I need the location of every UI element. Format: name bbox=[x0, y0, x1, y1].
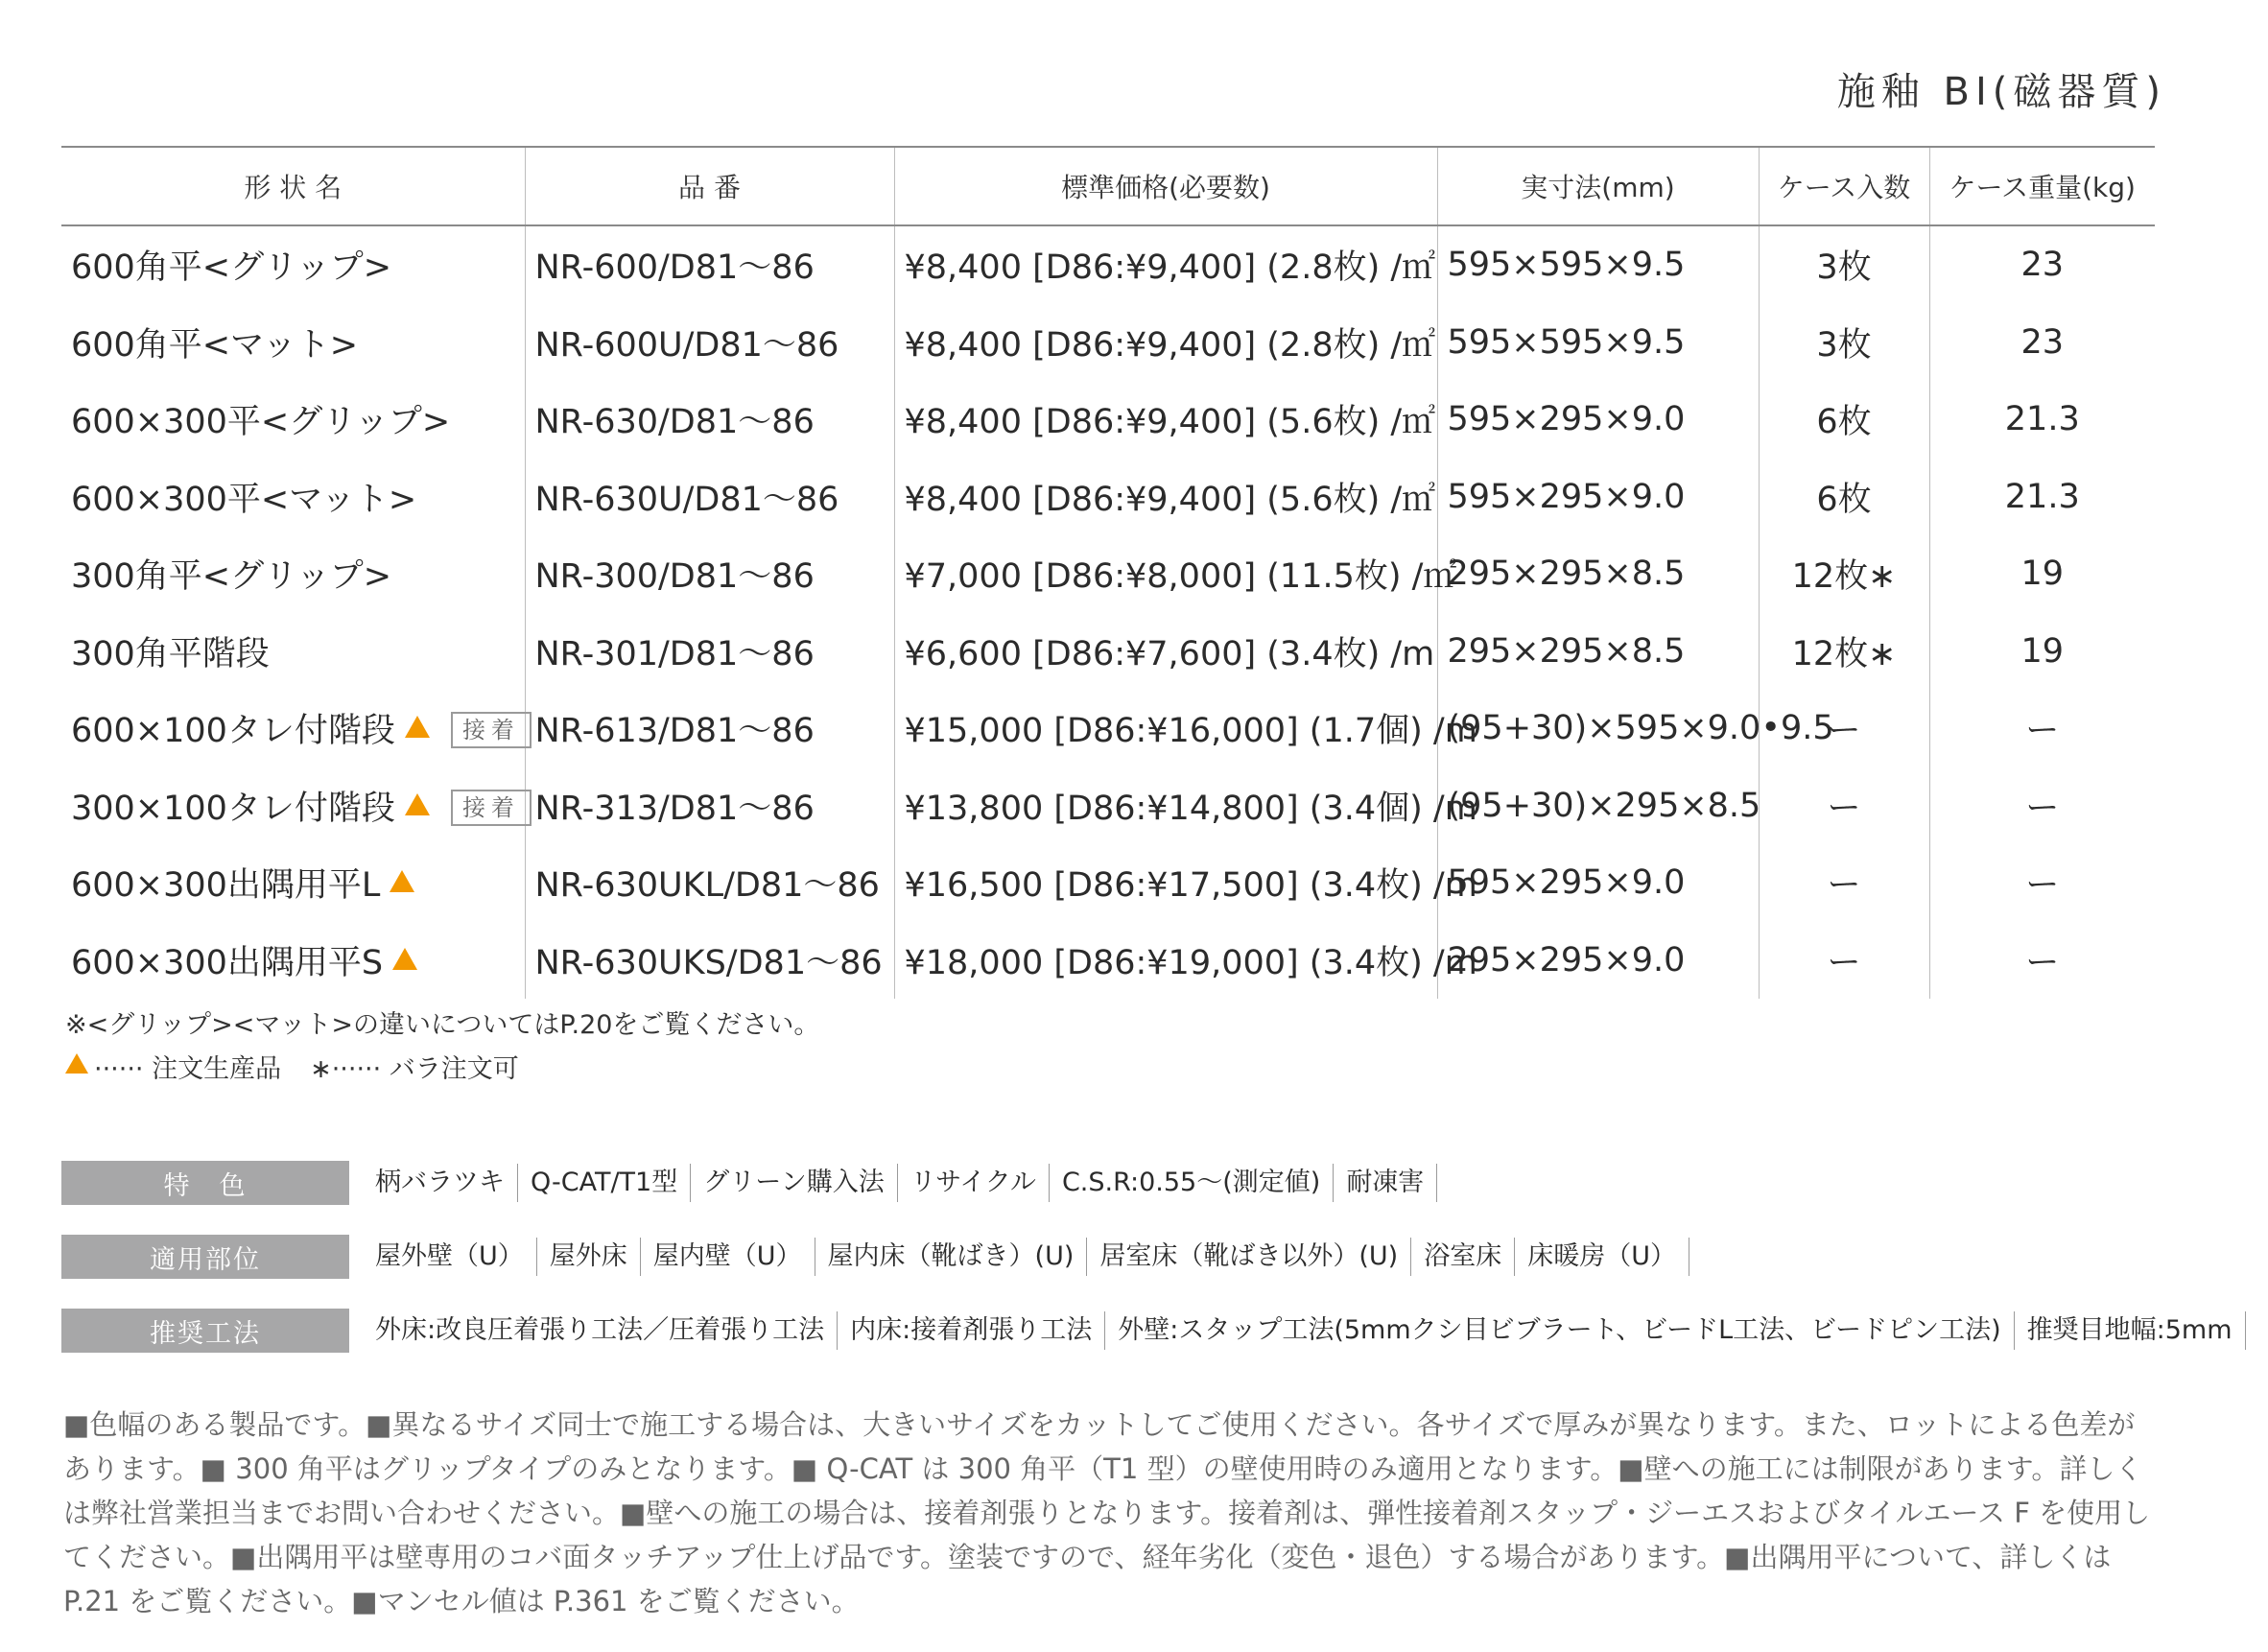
cell-case-weight-text: 19 bbox=[2020, 555, 2065, 594]
cell-size-text: 295×295×8.5 bbox=[1447, 555, 1686, 594]
cell-case-weight-text: 23 bbox=[2020, 322, 2065, 362]
cell-price bbox=[894, 225, 1437, 304]
table-row bbox=[61, 613, 2155, 691]
order-product-triangle-icon bbox=[65, 1053, 88, 1074]
cell-price-text: ¥6,600 [D86:¥7,600] (3.4枚) /m bbox=[904, 634, 1435, 673]
table-body bbox=[61, 225, 2155, 999]
attr-item: リサイクル bbox=[898, 1164, 1050, 1202]
cell-price-text: ¥7,000 [D86:¥8,000] (11.5枚) /㎡ bbox=[904, 557, 1457, 597]
cell-shape-name bbox=[61, 381, 525, 459]
attr-row-application bbox=[61, 1235, 1689, 1279]
cell-product-code bbox=[525, 690, 894, 767]
cell-case-weight-text: 21.3 bbox=[2004, 400, 2080, 439]
cell-shape-name-text: 300×100タレ付階段 bbox=[71, 789, 395, 828]
cell-product-code bbox=[525, 922, 894, 1000]
attr-item: 屋外壁（U） bbox=[363, 1238, 537, 1276]
cell-size bbox=[1437, 304, 1759, 382]
cell-case-qty-text: 12枚∗ bbox=[1791, 634, 1897, 673]
cell-shape-name bbox=[61, 922, 525, 1000]
cell-price-text: ¥18,000 [D86:¥19,000] (3.4枚) /m bbox=[904, 943, 1477, 982]
cell-case-qty bbox=[1759, 922, 1929, 1000]
attr-item: C.S.R:0.55〜(測定値) bbox=[1050, 1164, 1334, 1202]
header-shape-name: 形 状 名 bbox=[61, 147, 525, 225]
cell-size bbox=[1437, 459, 1759, 536]
attr-item: 内床:接着剤張り工法 bbox=[838, 1311, 1105, 1350]
cell-product-code-text: NR-600U/D81〜86 bbox=[534, 325, 839, 365]
cell-case-weight-text: 21.3 bbox=[2004, 477, 2080, 516]
cell-product-code-text: NR-600/D81〜86 bbox=[534, 248, 815, 288]
cell-size bbox=[1437, 381, 1759, 459]
header-case-qty: ケース入数 bbox=[1759, 147, 1929, 225]
cell-product-code bbox=[525, 613, 894, 691]
order-product-triangle-icon bbox=[390, 870, 414, 892]
cell-price bbox=[894, 613, 1437, 691]
cell-size bbox=[1437, 767, 1759, 845]
cell-size bbox=[1437, 613, 1759, 691]
order-product-triangle-icon bbox=[392, 948, 417, 970]
cell-case-weight bbox=[1929, 613, 2155, 691]
cell-size bbox=[1437, 535, 1759, 613]
cell-product-code bbox=[525, 225, 894, 304]
grip-mat-note: ※<グリップ><マット>の違いについてはP.20をご覧ください。 bbox=[65, 1010, 820, 1040]
cell-price-text: ¥15,000 [D86:¥16,000] (1.7個) /m bbox=[904, 712, 1477, 751]
cell-shape-name-text: 600角平<グリップ> bbox=[71, 248, 392, 288]
cell-size-text: 595×295×9.0 bbox=[1447, 400, 1686, 439]
cell-case-qty-text: 3枚 bbox=[1816, 325, 1872, 365]
table-row bbox=[61, 690, 2155, 767]
header-case-weight: ケース重量(kg) bbox=[1929, 147, 2155, 225]
cell-case-qty bbox=[1759, 459, 1929, 536]
cell-case-qty bbox=[1759, 535, 1929, 613]
attr-item: 外壁:スタップ工法(5mmクシ目ビブラート、ビードL工法、ビードピン工法) bbox=[1105, 1311, 2014, 1350]
cell-price bbox=[894, 381, 1437, 459]
cell-size bbox=[1437, 690, 1834, 767]
header-price: 標準価格(必要数) bbox=[894, 147, 1437, 225]
cell-shape-name-text: 600×300平<マット> bbox=[71, 480, 417, 519]
cell-product-code-text: NR-300/D81〜86 bbox=[534, 557, 815, 597]
cell-shape-name-text: 600×300平<グリップ> bbox=[71, 403, 451, 442]
cell-price bbox=[894, 767, 1477, 845]
cell-price bbox=[894, 922, 1477, 1000]
cell-case-weight-text: 23 bbox=[2020, 246, 2065, 285]
attr-row-method bbox=[61, 1309, 2246, 1353]
cell-size bbox=[1437, 225, 1759, 304]
cell-size-text: 295×295×8.5 bbox=[1447, 631, 1686, 671]
cell-price-text: ¥13,800 [D86:¥14,800] (3.4個) /m bbox=[904, 789, 1477, 828]
cell-case-qty-text: ー bbox=[1827, 943, 1861, 982]
cell-product-code bbox=[525, 767, 894, 845]
attr-item: 柄バラツキ bbox=[363, 1164, 518, 1202]
cell-size bbox=[1437, 922, 1759, 1000]
glaze-title: 施釉 BⅠ(磁器質) bbox=[1836, 70, 2166, 114]
cell-case-qty-text: ー bbox=[1827, 789, 1861, 828]
table-row bbox=[61, 922, 2155, 1000]
attr-item: 屋内壁（U） bbox=[641, 1238, 815, 1276]
attr-item: 屋外床 bbox=[537, 1238, 641, 1276]
cell-case-qty bbox=[1759, 225, 1929, 304]
cell-product-code-text: NR-301/D81〜86 bbox=[534, 634, 815, 673]
table-row bbox=[61, 767, 2155, 845]
cell-case-weight bbox=[1929, 844, 2155, 922]
cell-price bbox=[894, 535, 1457, 613]
cell-price bbox=[894, 304, 1437, 382]
table-row bbox=[61, 225, 2155, 304]
cell-size-text: 595×595×9.5 bbox=[1447, 322, 1686, 362]
cell-product-code bbox=[525, 304, 894, 382]
attr-item: 床暖房（U） bbox=[1515, 1238, 1689, 1276]
order-product-triangle-icon bbox=[405, 716, 430, 738]
cell-price bbox=[894, 690, 1477, 767]
spec-table bbox=[61, 146, 2155, 999]
attr-item: 外床:改良圧着張り工法／圧着張り工法 bbox=[363, 1311, 838, 1350]
cell-case-weight bbox=[1929, 922, 2155, 1000]
attr-item: Q-CAT/T1型 bbox=[518, 1164, 691, 1202]
cell-case-weight bbox=[1929, 304, 2155, 382]
cell-product-code bbox=[525, 844, 894, 922]
cell-case-qty bbox=[1759, 844, 1929, 922]
bara-legend: ∗······ バラ注文可 bbox=[310, 1054, 519, 1084]
cell-case-weight-text: 19 bbox=[2020, 631, 2065, 671]
table-row bbox=[61, 381, 2155, 459]
attr-items-application bbox=[363, 1238, 1689, 1276]
cell-product-code-text: NR-613/D81〜86 bbox=[534, 712, 815, 751]
adhesive-stamp: 接着 bbox=[451, 712, 532, 748]
cell-size-text: 595×295×9.0 bbox=[1447, 863, 1686, 903]
attr-label-method: 推奨工法 bbox=[61, 1309, 349, 1353]
cell-case-qty-text: 12枚∗ bbox=[1791, 557, 1897, 597]
cell-price-text: ¥16,500 [D86:¥17,500] (3.4枚) /m bbox=[904, 866, 1477, 906]
cell-product-code-text: NR-630UKS/D81〜86 bbox=[534, 943, 883, 982]
cell-case-qty bbox=[1759, 381, 1929, 459]
attr-label-application: 適用部位 bbox=[61, 1235, 349, 1279]
order-product-triangle-icon bbox=[405, 793, 430, 815]
adhesive-stamp: 接着 bbox=[451, 790, 532, 826]
cell-case-weight-text: ー bbox=[2025, 943, 2060, 982]
attr-row-features bbox=[61, 1161, 1437, 1205]
cell-case-qty-text: ー bbox=[1827, 712, 1861, 751]
cell-price-text: ¥8,400 [D86:¥9,400] (5.6枚) /㎡ bbox=[904, 480, 1436, 519]
cell-shape-name bbox=[61, 844, 525, 922]
cell-shape-name-text: 300角平階段 bbox=[71, 634, 270, 673]
cell-product-code bbox=[525, 459, 894, 536]
cell-case-qty-text: 3枚 bbox=[1816, 248, 1872, 288]
cell-case-weight bbox=[1929, 535, 2155, 613]
cell-case-qty-text: 6枚 bbox=[1816, 403, 1872, 442]
cell-case-qty bbox=[1759, 767, 1929, 845]
cell-case-weight bbox=[1929, 381, 2155, 459]
cell-shape-name bbox=[61, 459, 525, 536]
cell-product-code-text: NR-630UKL/D81〜86 bbox=[534, 866, 880, 906]
cell-case-qty bbox=[1759, 613, 1929, 691]
table-row bbox=[61, 304, 2155, 382]
cell-size bbox=[1437, 844, 1759, 922]
attr-item: 屋内床（靴ばき）(U) bbox=[815, 1238, 1088, 1276]
header-product-code: 品 番 bbox=[525, 147, 894, 225]
attr-item: 耐凍害 bbox=[1334, 1164, 1437, 1202]
cell-size-text: (95+30)×595×9.0•9.5 bbox=[1447, 709, 1834, 748]
cell-price bbox=[894, 459, 1437, 536]
table-row bbox=[61, 459, 2155, 536]
cell-product-code bbox=[525, 381, 894, 459]
header-size: 実寸法(mm) bbox=[1437, 147, 1759, 225]
cell-size-text: (95+30)×295×8.5 bbox=[1447, 786, 1761, 825]
cell-shape-name-text: 300角平<グリップ> bbox=[71, 557, 392, 597]
remarks-paragraph: ■色幅のある製品です。■異なるサイズ同士で施工する場合は、大きいサイズをカットしてご使用ください。各サイズで厚みが異なります。また、ロットによる色差があります。■ 300 角平はグリップタイプのみとなります。■ Q-CAT は 300 角平（T1 型）の壁使用時のみ適用となります。■壁への施工には制限があります。詳しくは弊社営業担当までお問い合わせください。■壁への施工の場合は、接着剤張りとなります。接着剤は、弾性接着剤スタップ・ジーエスおよびタイルエース F を使用してください。■出隅用平は壁専用のコバ面タッチアップ仕上げ品です。塗装ですので、経年劣化（変色・退色）する場合があります。■出隅用平について、詳しくは P.21 をご覧ください。■マンセル値は P.361 をご覧ください。 bbox=[63, 1408, 2151, 1617]
attr-item: 居室床（靴ばき以外）(U) bbox=[1087, 1238, 1411, 1276]
attr-items-features bbox=[363, 1164, 1437, 1202]
cell-price bbox=[894, 844, 1477, 922]
attr-item: グリーン購入法 bbox=[691, 1164, 897, 1202]
cell-shape-name-text: 600×300出隅用平S bbox=[71, 943, 384, 982]
cell-price-text: ¥8,400 [D86:¥9,400] (5.6枚) /㎡ bbox=[904, 403, 1436, 442]
table-row bbox=[61, 535, 2155, 613]
cell-size-text: 595×295×9.0 bbox=[1447, 477, 1686, 516]
attr-items-method bbox=[363, 1311, 2246, 1350]
cell-case-qty-text: 6枚 bbox=[1816, 480, 1872, 519]
cell-case-weight bbox=[1929, 459, 2155, 536]
attr-item: 浴室床 bbox=[1411, 1238, 1515, 1276]
cell-case-weight-text: ー bbox=[2025, 712, 2060, 751]
cell-shape-name bbox=[61, 304, 525, 382]
cell-case-weight bbox=[1929, 767, 2155, 845]
cell-size-text: 295×295×9.0 bbox=[1447, 940, 1686, 979]
cell-case-weight bbox=[1929, 225, 2155, 304]
attr-item: 推奨目地幅:5mm bbox=[2015, 1311, 2246, 1350]
cell-case-qty bbox=[1759, 304, 1929, 382]
cell-shape-name bbox=[61, 225, 525, 304]
cell-shape-name bbox=[61, 535, 525, 613]
cell-price-text: ¥8,400 [D86:¥9,400] (2.8枚) /㎡ bbox=[904, 325, 1436, 365]
cell-product-code bbox=[525, 535, 894, 613]
cell-product-code-text: NR-630/D81〜86 bbox=[534, 403, 815, 442]
attr-label-features: 特 色 bbox=[61, 1161, 349, 1205]
cell-product-code-text: NR-313/D81〜86 bbox=[534, 789, 815, 828]
cell-case-weight bbox=[1929, 690, 2155, 767]
table-header-row bbox=[61, 147, 2155, 225]
cell-case-qty-text: ー bbox=[1827, 866, 1861, 906]
table-row bbox=[61, 844, 2155, 922]
notes bbox=[65, 1003, 819, 1092]
cell-price-text: ¥8,400 [D86:¥9,400] (2.8枚) /㎡ bbox=[904, 248, 1436, 288]
cell-shape-name-text: 600×100タレ付階段 bbox=[71, 712, 395, 751]
cell-product-code-text: NR-630U/D81〜86 bbox=[534, 480, 839, 519]
cell-shape-name-text: 600×300出隅用平L bbox=[71, 866, 381, 906]
cell-shape-name bbox=[61, 613, 525, 691]
order-legend: ······ 注文生産品 bbox=[94, 1054, 282, 1084]
cell-case-weight-text: ー bbox=[2025, 789, 2060, 828]
cell-shape-name-text: 600角平<マット> bbox=[71, 325, 359, 365]
cell-size-text: 595×595×9.5 bbox=[1447, 246, 1686, 285]
legend-line bbox=[65, 1048, 819, 1092]
cell-shape-name bbox=[61, 690, 525, 767]
cell-shape-name bbox=[61, 767, 525, 845]
cell-case-weight-text: ー bbox=[2025, 866, 2060, 906]
